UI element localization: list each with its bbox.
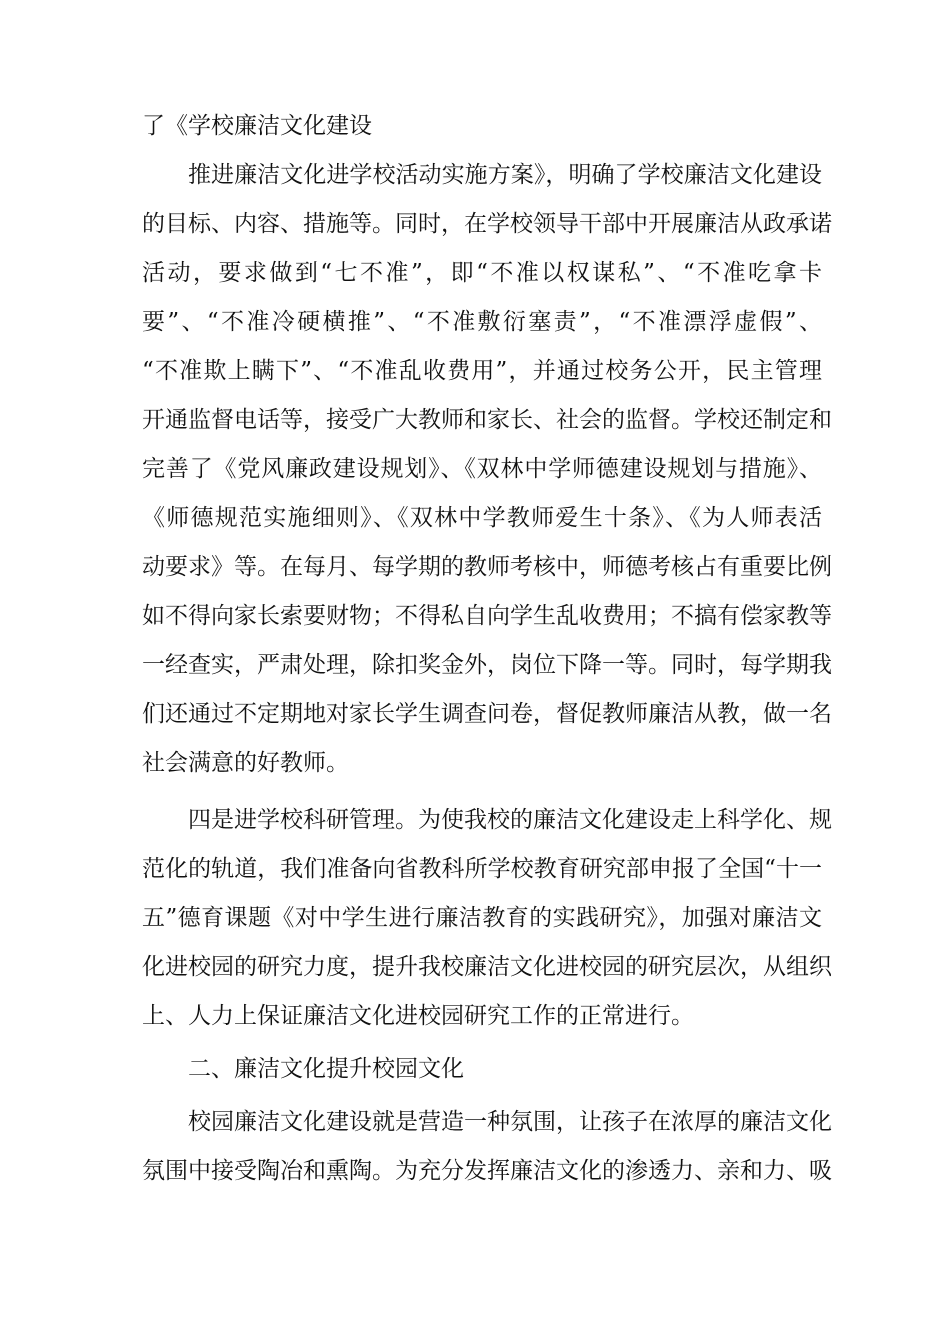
text-line: 如不得向家长索要财物；不得私自向学生乱收费用；不搞有偿家教等	[142, 603, 832, 629]
text-line: 们还通过不定期地对家长学生调查问卷，督促教师廉洁从教，做一名	[142, 701, 832, 727]
text-line: 《师德规范实施细则》、《双林中学教师爱生十条》、《为人师表活	[142, 505, 822, 531]
text-line: 一经查实，严肃处理，除扣奖金外，岗位下降一等。同时，每学期我	[142, 652, 832, 678]
paragraph-first-line: 校园廉洁文化建设就是营造一种氛围，让孩子在浓厚的廉洁文化	[188, 1109, 832, 1135]
text-line: 氛围中接受陶冶和熏陶。为充分发挥廉洁文化的渗透力、亲和力、吸	[142, 1158, 832, 1184]
text-line: 化进校园的研究力度，提升我校廉洁文化进校园的研究层次，从组织	[142, 954, 832, 980]
text-line: 的目标、内容、措施等。同时，在学校领导干部中开展廉洁从政承诺	[142, 211, 832, 237]
text-line: 完善了《党风廉政建设规划》、《双林中学师德建设规划与措施》、	[142, 456, 822, 482]
paragraph-first-line: 四是进学校科研管理。为使我校的廉洁文化建设走上科学化、规	[188, 807, 832, 833]
text-line: 社会满意的好教师。	[142, 750, 349, 776]
text-line: “不准欺上瞒下”、“不准乱收费用”，并通过校务公开，民主管理	[142, 358, 822, 384]
text-line: 开通监督电话等，接受广大教师和家长、社会的监督。学校还制定和	[142, 407, 832, 433]
text-line: 五”德育课题《对中学生进行廉洁教育的实践研究》，加强对廉洁文	[142, 905, 822, 931]
text-line: 要”、“不准冷硬横推”、“不准敷衍塞责”，“不准漂浮虚假”、	[142, 309, 822, 335]
text-line: 活动，要求做到“七不准”，即“不准以权谋私”、“不准吃拿卡	[142, 260, 822, 286]
text-line: 了《学校廉洁文化建设	[142, 113, 372, 139]
text-line: 范化的轨道，我们准备向省教科所学校教育研究部申报了全国“十一	[142, 856, 822, 882]
section-heading: 二、廉洁文化提升校园文化	[188, 1056, 464, 1082]
text-line: 上、人力上保证廉洁文化进校园研究工作的正常进行。	[142, 1003, 694, 1029]
paragraph-first-line: 推进廉洁文化进学校活动实施方案》，明确了学校廉洁文化建设	[188, 162, 822, 188]
text-line: 动要求》等。在每月、每学期的教师考核中，师德考核占有重要比例	[142, 554, 832, 580]
